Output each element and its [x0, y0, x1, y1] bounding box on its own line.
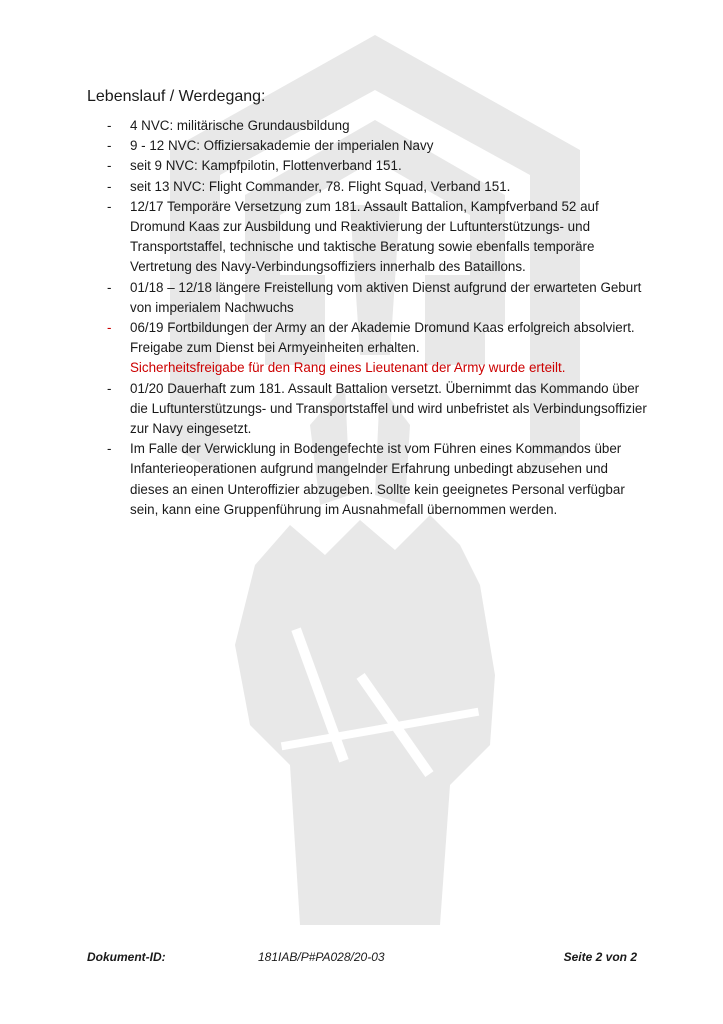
entry-text: 06/19 Fortbildungen der Army an der Akademie Dromund Kaas erfolgreich absolviert. Freigabe zum Dienst bei Armyeinheiten erhalten. [130, 320, 635, 356]
document-id-label: Dokument-ID: [87, 950, 166, 964]
page-number: Seite 2 von 2 [563, 950, 637, 964]
list-item [87, 156, 647, 176]
list-item [87, 116, 647, 136]
entry-text: seit 9 NVC: Kampfpilotin, Flottenverband 151. [130, 158, 402, 174]
bullet-dash: - [107, 178, 112, 194]
entry-text: 01/18 – 12/18 längere Freistellung vom aktiven Dienst aufgrund der erwarteten Geburt von imperialem Nachwuchs [130, 279, 642, 315]
list-item [87, 379, 647, 440]
list-item [87, 136, 647, 156]
list-item [87, 177, 647, 197]
bullet-dash: - [107, 138, 112, 154]
entry-text: 01/20 Dauerhaft zum 181. Assault Battalion versetzt. Übernimmt das Kommando über die Luftunterstützungs- und Transportstaffel und wird unbefristet als Verbindungsoffizier zur Navy eingesetzt. [130, 380, 647, 437]
bullet-dash: - [107, 279, 112, 295]
bullet-dash: - [107, 441, 112, 457]
entry-text: 9 - 12 NVC: Offiziersakademie der imperialen Navy [130, 138, 434, 154]
entry-text: 12/17 Temporäre Versetzung zum 181. Assault Battalion, Kampfverband 52 auf Dromund Kaas zur Ausbildung und Reaktivierung der Luftunterstützungs- und Transportstaffel, technische und taktische Beratung sowie ebenfalls temporäre Vertretung des Navy-Verbindungsoffiziers innerhalb des Bataillons. [130, 198, 599, 275]
list-item [87, 278, 647, 318]
list-item [87, 197, 647, 278]
security-clearance-note: Sicherheitsfreigabe für den Rang eines Lieutenant der Army wurde erteilt. [130, 360, 566, 376]
entry-text: 4 NVC: militärische Grundausbildung [130, 118, 350, 133]
bullet-dash: - [107, 380, 112, 396]
bullet-dash: - [107, 118, 112, 133]
bullet-dash: - [107, 320, 112, 336]
list-item [87, 439, 647, 520]
bullet-dash: - [107, 198, 112, 214]
cv-list [87, 116, 647, 520]
entry-text: Im Falle der Verwicklung in Bodengefechte ist vom Führen eines Kommandos über Infanterieoperationen aufgrund mangelnder Erfahrung unbedingt abzusehen und dieses an einen Unteroffizier abzugeben. Sollte kein geeignetes Personal verfügbar sein, kann eine Gruppenführung im Ausnahmefall übernommen werden. [130, 441, 625, 517]
cv-section [87, 88, 647, 520]
entry-text: seit 13 NVC: Flight Commander, 78. Flight Squad, Verband 151. [130, 178, 511, 194]
document-id-value: 181IAB/P#PA028/20-03 [258, 950, 385, 964]
bullet-dash: - [107, 158, 112, 174]
section-title: Lebenslauf / Werdegang: [87, 88, 266, 105]
list-item [87, 318, 647, 379]
